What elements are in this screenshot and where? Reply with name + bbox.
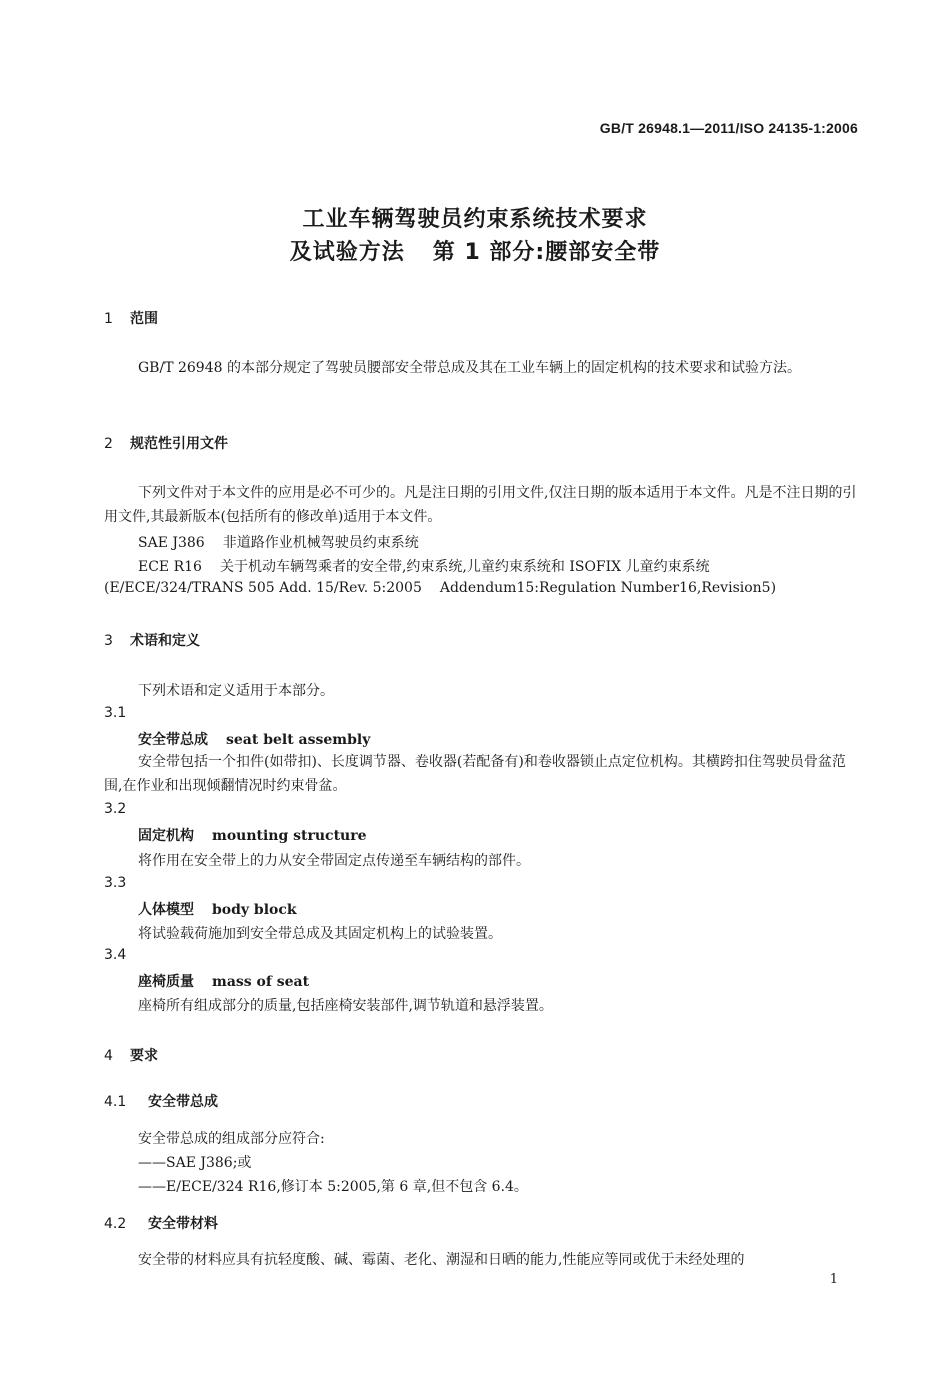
term-number: 3.1 <box>104 705 127 721</box>
reference-2-detail: (E/ECE/324/TRANS 505 Add. 15/Rev. 5:2005 Addendum15:Regulation Number16,Revision5) <box>104 580 777 596</box>
subsection-4-2-text: 安全带的材料应具有抗轻度酸、碱、霉菌、老化、潮湿和日晒的能力,性能应等同或优于未经处理的 <box>138 1252 745 1268</box>
title-part-b: 第 1 部分:腰部安全带 <box>432 240 661 265</box>
term-definition: 将试验载荷施加到安全带总成及其固定机构上的试验装置。 <box>138 926 502 942</box>
term-definition: 座椅所有组成部分的质量,包括座椅安装部件,调节轨道和悬浮装置。 <box>138 998 553 1014</box>
document-header: GB/T 26948.1—2011/ISO 24135-1:2006 <box>599 120 858 136</box>
term-heading: 座椅质量 mass of seat <box>138 974 310 990</box>
title-part-a: 及试验方法 <box>289 240 405 265</box>
reference-1: SAE J386 非道路作业机械驾驶员约束系统 <box>138 535 419 551</box>
section-3-intro: 下列术语和定义适用于本部分。 <box>138 683 334 699</box>
reference-2: ECE R16 关于机动车辆驾乘者的安全带,约束系统,儿童约束系统和 ISOFIX 儿童约束系统 <box>138 559 710 575</box>
section-3-heading: 3 术语和定义 <box>104 633 200 649</box>
subsection-4-1-intro: 安全带总成的组成部分应符合: <box>138 1131 325 1147</box>
term-number: 3.2 <box>104 801 127 817</box>
document-title-line-1: 工业车辆驾驶员约束系统技术要求 <box>302 207 648 232</box>
term-heading: 安全带总成 seat belt assembly <box>138 732 371 748</box>
subsection-4-1-heading: 4.1 安全带总成 <box>104 1094 218 1110</box>
list-item: ——SAE J386;或 <box>138 1155 252 1171</box>
term-definition: 将作用在安全带上的力从安全带固定点传递至车辆结构的部件。 <box>138 853 530 869</box>
list-item: ——E/ECE/324 R16,修订本 5:2005,第 6 章,但不包含 6.4。 <box>138 1179 528 1195</box>
term-heading: 固定机构 mounting structure <box>138 828 367 844</box>
term-number: 3.3 <box>104 875 127 891</box>
section-1-heading: 1 范围 <box>104 311 158 327</box>
term-number: 3.4 <box>104 947 127 963</box>
subsection-4-2-heading: 4.2 安全带材料 <box>104 1216 218 1232</box>
term-definition: 安全带包括一个扣件(如带扣)、长度调节器、卷收器(若配备有)和卷收器锁止点定位机构。其横跨扣住驾驶员骨盆范围,在作业和出现倾翻情况时约束骨盆。 <box>104 754 846 794</box>
page-number: 1 <box>829 1272 838 1287</box>
term-heading: 人体模型 body block <box>138 902 297 918</box>
section-1-text: GB/T 26948 的本部分规定了驾驶员腰部安全带总成及其在工业车辆上的固定机构的技术要求和试验方法。 <box>138 360 801 376</box>
section-2-heading: 2 规范性引用文件 <box>104 436 228 452</box>
document-title-line-2 <box>0 235 950 266</box>
section-4-heading: 4 要求 <box>104 1048 158 1064</box>
section-2-text: 下列文件对于本文件的应用是必不可少的。凡是注日期的引用文件,仅注日期的版本适用于本文件。凡是不注日期的引用文件,其最新版本(包括所有的修改单)适用于本文件。 <box>104 485 857 525</box>
